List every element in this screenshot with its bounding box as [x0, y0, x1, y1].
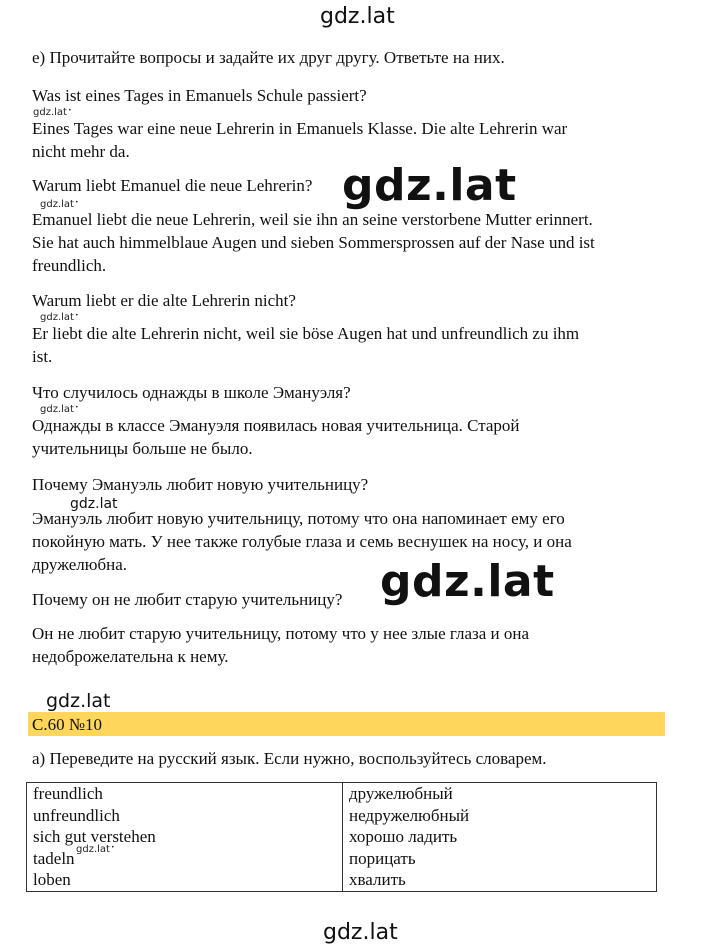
answer-3-line-2: ist.	[32, 347, 53, 366]
question-6: Почему он не любит старую учительницу?	[32, 590, 343, 609]
watermark-medium: gdz.lat	[70, 496, 118, 512]
vocab-german: freundlich	[27, 783, 343, 805]
answer-2-line-1: Emanuel liebt die neue Lehrerin, weil sie ihn an seine verstorbene Mutter erinnert.	[32, 210, 593, 229]
section-instruction: а) Переведите на русский язык. Если нужно, воспользуйтесь словарем.	[32, 749, 547, 768]
watermark-section: gdz.lat	[46, 690, 111, 712]
watermark-bottom: gdz.lat	[323, 920, 398, 945]
watermark-small: gdz.lat •	[76, 844, 115, 855]
watermark-big: gdz.lat	[342, 160, 517, 211]
vocab-german: unfreundlich	[27, 805, 343, 827]
answer-2-line-2: Sie hat auch himmelblaue Augen und sieben Sommersprossen auf der Nase und ist	[32, 233, 595, 252]
watermark-top: gdz.lat	[320, 4, 395, 29]
answer-6-line-1: Он не любит старую учительницу, потому что у нее злые глаза и она	[32, 624, 530, 643]
table-row	[27, 805, 657, 827]
answer-1-line-1: Eines Tages war eine neue Lehrerin in Emanuels Klasse. Die alte Lehrerin war	[32, 119, 568, 138]
answer-3-line-1: Er liebt die alte Lehrerin nicht, weil sie böse Augen hat und unfreundlich zu ihm	[32, 324, 580, 343]
table-row	[27, 783, 657, 805]
watermark-small: gdz.lat •	[33, 107, 72, 118]
question-2: Warum liebt Emanuel die neue Lehrerin?	[32, 176, 313, 195]
table-row	[27, 826, 657, 848]
vocab-russian: недружелюбный	[343, 805, 657, 827]
vocab-german: loben	[27, 869, 343, 891]
vocab-russian: дружелюбный	[343, 783, 657, 805]
answer-4-line-1: Однажды в классе Эмануэля появилась новая учительница. Старой	[32, 416, 520, 435]
answer-2-line-3: freundlich.	[32, 256, 107, 275]
answer-5-line-3: дружелюбна.	[32, 555, 127, 574]
watermark-small: gdz.lat •	[40, 199, 79, 210]
section-highlight	[28, 712, 665, 736]
section-title: С.60 №10	[32, 715, 103, 734]
vocab-russian: хорошо ладить	[343, 826, 657, 848]
question-5: Почему Эмануэль любит новую учительницу?	[32, 475, 369, 494]
vocab-german: sich gut verstehen	[27, 826, 343, 848]
answer-1-line-2: nicht mehr da.	[32, 142, 130, 161]
vocab-russian: хвалить	[343, 869, 657, 891]
watermark-big: gdz.lat	[380, 556, 555, 607]
answer-6-line-2: недоброжелательна к нему.	[32, 647, 229, 666]
answer-5-line-1: Эмануэль любит новую учительницу, потому что она напоминает ему его	[32, 509, 565, 528]
answer-4-line-2: учительницы больше не было.	[32, 439, 253, 458]
vocab-table	[26, 782, 657, 892]
watermark-small: gdz.lat •	[40, 404, 79, 415]
vocab-russian: порицать	[343, 848, 657, 870]
question-3: Warum liebt er die alte Lehrerin nicht?	[32, 291, 296, 310]
question-1: Was ist eines Tages in Emanuels Schule passiert?	[32, 86, 367, 105]
table-row	[27, 848, 657, 870]
watermark-small: gdz.lat •	[40, 312, 79, 323]
exercise-instruction: e) Прочитайте вопросы и задайте их друг другу. Ответьте на них.	[32, 48, 505, 67]
table-row	[27, 869, 657, 891]
answer-5-line-2: покойную мать. У нее также голубые глаза и семь веснушек на носу, и она	[32, 532, 572, 551]
vocab-german: tadeln	[27, 848, 343, 870]
question-4: Что случилось однажды в школе Эмануэля?	[32, 383, 351, 402]
